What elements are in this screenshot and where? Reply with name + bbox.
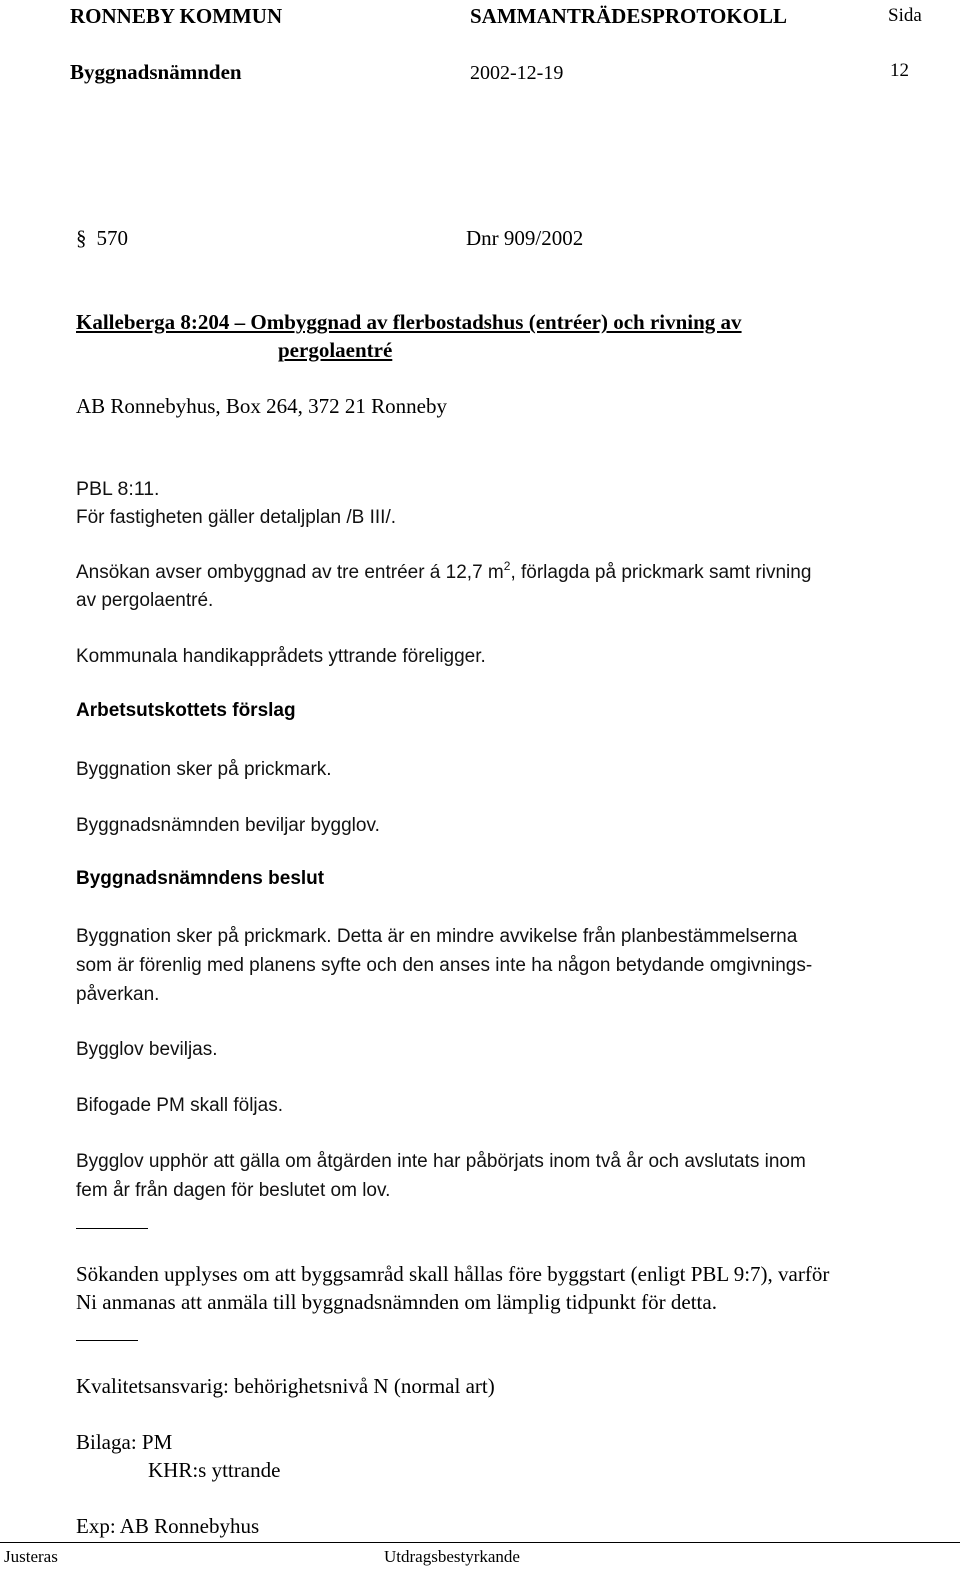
applicant: AB Ronnebyhus, Box 264, 372 21 Ronneby xyxy=(76,394,448,418)
quality-responsible: Kvalitetsansvarig: behörighetsnivå N (normal art) xyxy=(76,1374,495,1398)
dnr: Dnr 909/2002 xyxy=(466,226,584,250)
organization-name: RONNEBY KOMMUN xyxy=(70,4,283,28)
footer-utdragsbestyrkande: Utdragsbestyrkande xyxy=(384,1547,520,1566)
committee-name: Byggnadsnämnden xyxy=(70,60,242,84)
page-label: Sida xyxy=(888,5,922,26)
application-line2: av pergolaentré. xyxy=(76,590,214,611)
decision-para1-line2: som är förenlig med planens syfte och den anses inte ha någon betydande omgivnings- xyxy=(76,955,813,976)
application-text-a: Ansökan avser ombyggnad av tre entréer á 12,7 m xyxy=(76,562,504,583)
footer-justeras: Justeras xyxy=(4,1547,58,1566)
handicap-statement: Kommunala handikapprådets yttrande föreligger. xyxy=(76,646,486,667)
attachment-label: Bilaga: PM xyxy=(76,1430,173,1454)
page-number: 12 xyxy=(890,60,909,81)
separator-line-2 xyxy=(76,1340,138,1341)
pbl-reference: PBL 8:11. xyxy=(76,478,160,500)
document-type: SAMMANTRÄDESPROTOKOLL xyxy=(470,4,787,28)
decision-heading: Byggnadsnämndens beslut xyxy=(76,868,325,889)
footer-rule xyxy=(0,1542,960,1543)
permit-granted: Bygglov beviljas. xyxy=(76,1039,218,1060)
proposal-line1: Byggnation sker på prickmark. xyxy=(76,759,332,780)
expiry-line1: Bygglov upphör att gälla om åtgärden inte har påbörjats inom två år och avslutats inom xyxy=(76,1151,806,1172)
expiry-line2: fem år från dagen för beslutet om lov. xyxy=(76,1180,391,1201)
plan-statement: För fastigheten gäller detaljplan /B III/. xyxy=(76,507,397,528)
application-text-b: , förlagda på prickmark samt rivning xyxy=(510,562,812,583)
case-title-line2: pergolaentré xyxy=(278,338,393,362)
proposal-heading: Arbetsutskottets förslag xyxy=(76,700,296,721)
section-number: 570 xyxy=(96,226,128,250)
case-title-line1: Kalleberga 8:204 – Ombyggnad av flerbostadshus (entréer) och rivning av xyxy=(76,310,742,334)
pm-instruction: Bifogade PM skall följas. xyxy=(76,1095,283,1116)
application-line1 xyxy=(76,558,811,587)
decision-para1-line1 xyxy=(76,922,797,951)
section-symbol: § xyxy=(76,226,87,250)
decision-para1-b: Detta är en mindre avvikelse från planbestämmelserna xyxy=(331,926,798,947)
meeting-date: 2002-12-19 xyxy=(470,62,564,84)
notice-line1: Sökanden upplyses om att byggsamråd skall hållas före byggstart (enligt PBL 9:7), varför xyxy=(76,1262,830,1286)
proposal-line2: Byggnadsnämnden beviljar bygglov. xyxy=(76,815,380,836)
decision-para1-a: Byggnation sker på prickmark. xyxy=(76,926,332,947)
decision-para1-line3: påverkan. xyxy=(76,984,160,1005)
expedition: Exp: AB Ronnebyhus xyxy=(76,1514,260,1538)
notice-line2: Ni anmanas att anmäla till byggnadsnämnden om lämplig tidpunkt för detta. xyxy=(76,1290,717,1314)
section-line xyxy=(76,224,128,253)
separator-line-1 xyxy=(76,1228,148,1229)
attachment-item-khr: KHR:s yttrande xyxy=(148,1458,281,1482)
area-superscript: 2 xyxy=(503,558,511,573)
